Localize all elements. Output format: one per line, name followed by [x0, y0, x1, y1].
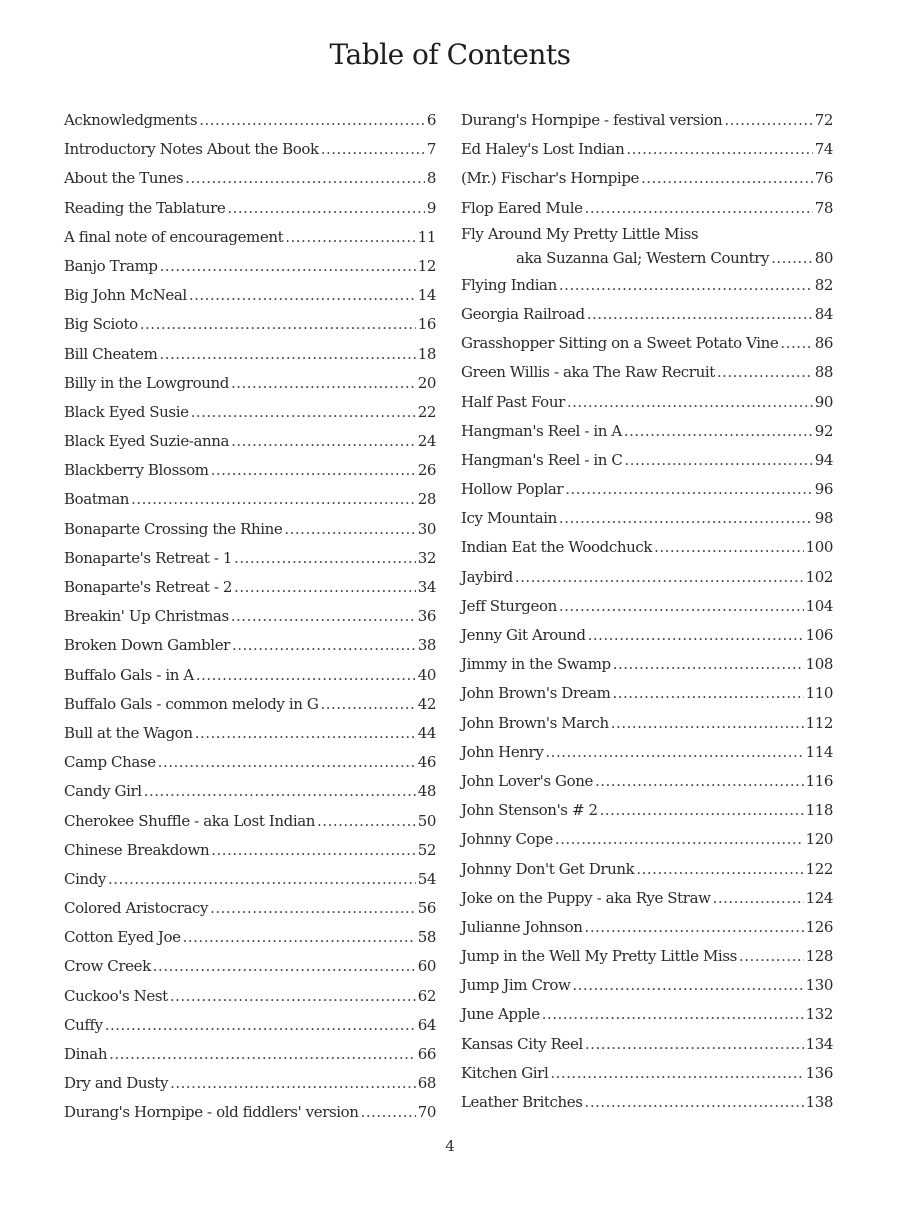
toc-entry-page: 20 — [417, 373, 436, 392]
toc-entry-title: About the Tunes — [64, 169, 184, 188]
toc-entry-title: Candy Girl — [64, 782, 142, 801]
toc-entry[interactable] — [64, 894, 436, 923]
toc-dot-leader — [542, 1000, 804, 1029]
toc-dot-leader — [183, 923, 416, 952]
toc-entry-page: 138 — [805, 1093, 833, 1111]
toc-entry[interactable] — [64, 1040, 436, 1069]
toc-entry[interactable] — [64, 982, 436, 1011]
toc-entry-page: 124 — [805, 888, 833, 907]
toc-entry-page: 54 — [417, 869, 436, 888]
toc-entry-page: 130 — [805, 976, 833, 995]
toc-entry-page: 24 — [417, 432, 436, 451]
toc-dot-leader — [739, 942, 804, 971]
toc-entry[interactable] — [64, 719, 436, 748]
toc-entry[interactable] — [461, 533, 833, 562]
toc-entry-title: Georgia Railroad — [461, 304, 585, 323]
toc-dot-leader — [158, 748, 416, 777]
toc-entry-alias: aka Suzanna Gal; Western Country — [516, 248, 770, 267]
toc-entry[interactable] — [64, 807, 436, 836]
toc-entry-page: 70 — [417, 1103, 436, 1122]
toc-entry-title: Bull at the Wagon — [64, 723, 193, 742]
toc-entry-subtitle-row — [461, 245, 833, 271]
toc-entry[interactable] — [461, 738, 833, 767]
toc-entry-page: 28 — [417, 490, 436, 509]
toc-entry-page: 62 — [417, 986, 436, 1005]
toc-entry-title: Ed Haley's Lost Indian — [461, 140, 625, 159]
toc-dot-leader — [320, 690, 415, 719]
toc-entry-title: Jump in the Well My Pretty Little Miss — [461, 947, 737, 966]
toc-entry-title: Camp Chase — [64, 753, 156, 772]
toc-entry-title: Acknowledgments — [64, 111, 198, 129]
toc-entry[interactable] — [461, 329, 833, 358]
toc-dot-leader — [109, 1040, 416, 1069]
toc-entry-page: 108 — [805, 655, 833, 674]
toc-dot-leader — [211, 456, 416, 485]
toc-dot-leader — [321, 135, 425, 164]
toc-entry-page: 44 — [417, 723, 436, 742]
toc-entry-title: Cherokee Shuffle - aka Lost Indian — [64, 811, 316, 830]
toc-entry[interactable] — [461, 1059, 833, 1088]
toc-entry-page: 82 — [814, 275, 833, 294]
toc-entry-title: Hangman's Reel - in A — [461, 421, 622, 440]
toc-entry-title: Johnny Cope — [461, 830, 553, 849]
toc-entry-title: Leather Britches — [461, 1093, 583, 1111]
toc-entry-title: Buffalo Gals - common melody in G — [64, 694, 319, 713]
toc-entry-page: 80 — [814, 248, 833, 267]
toc-entry[interactable] — [64, 515, 436, 544]
toc-dot-leader — [636, 855, 803, 884]
toc-entry-page: 86 — [814, 334, 833, 353]
toc-entry-page: 126 — [805, 917, 833, 936]
toc-entry-title: Boatman — [64, 490, 130, 509]
toc-dot-leader — [153, 952, 416, 981]
toc-entry[interactable] — [461, 767, 833, 796]
toc-entry-title: Cuffy — [64, 1015, 103, 1034]
toc-entry[interactable] — [461, 504, 833, 533]
toc-entry[interactable] — [64, 369, 436, 398]
toc-entry-page: 14 — [417, 286, 436, 305]
toc-entry-title: Hangman's Reel - in C — [461, 450, 623, 469]
toc-dot-leader — [585, 913, 804, 942]
toc-entry-title: Black Eyed Susie — [64, 402, 189, 421]
toc-entry[interactable] — [461, 592, 833, 621]
toc-entry-title: Half Past Four — [461, 392, 565, 411]
toc-entry-title: Jeff Sturgeon — [461, 596, 557, 615]
page-number: 4 — [445, 1137, 455, 1155]
toc-entry-page: 6 — [426, 111, 436, 129]
toc-entry-title: Flop Eared Mule — [461, 198, 583, 217]
toc-dot-leader — [613, 650, 804, 679]
toc-entry-title: June Apple — [461, 1005, 540, 1024]
toc-entry[interactable] — [461, 475, 833, 504]
toc-entry-title: Colored Aristocracy — [64, 899, 209, 918]
toc-entry[interactable] — [64, 923, 436, 952]
toc-entry-title: Big Scioto — [64, 315, 138, 334]
toc-entry-title: Fly Around My Pretty Little Miss — [461, 224, 699, 243]
toc-entry[interactable] — [64, 573, 436, 602]
toc-entry-page: 96 — [814, 480, 833, 499]
toc-dot-leader — [189, 281, 416, 310]
toc-dot-leader — [140, 310, 416, 339]
toc-entry[interactable] — [461, 884, 833, 913]
toc-entry-page: 64 — [417, 1015, 436, 1034]
toc-dot-leader — [713, 884, 804, 913]
toc-dot-leader — [231, 427, 416, 456]
toc-dot-leader — [555, 825, 804, 854]
toc-entry[interactable] — [64, 690, 436, 719]
toc-dot-leader — [717, 358, 813, 387]
toc-entry[interactable] — [64, 485, 436, 514]
toc-entry-title: Icy Mountain — [461, 509, 557, 528]
toc-entry-title: Cuckoo's Nest — [64, 986, 168, 1005]
toc-dot-leader — [210, 894, 416, 923]
toc-entry-title: Green Willis - aka The Raw Recruit — [461, 363, 715, 382]
toc-entry[interactable] — [461, 1088, 833, 1117]
toc-entry[interactable] — [461, 417, 833, 446]
toc-entry[interactable] — [461, 679, 833, 708]
toc-entry-page: 18 — [417, 344, 436, 363]
toc-dot-leader — [545, 738, 803, 767]
toc-dot-leader — [611, 709, 804, 738]
toc-dot-leader — [515, 563, 804, 592]
toc-entry-title: Kitchen Girl — [461, 1063, 549, 1082]
toc-entry[interactable] — [64, 952, 436, 981]
toc-dot-leader — [211, 836, 415, 865]
toc-dot-leader — [234, 573, 416, 602]
toc-entry-page: 112 — [805, 713, 833, 732]
toc-entry-page: 134 — [805, 1034, 833, 1053]
toc-entry-page: 11 — [417, 227, 436, 246]
toc-entry[interactable] — [461, 650, 833, 679]
toc-entry-page: 128 — [805, 947, 833, 966]
toc-entry-page: 114 — [805, 742, 833, 761]
toc-dot-leader — [600, 796, 804, 825]
toc-entry-page: 30 — [417, 519, 436, 538]
toc-dot-leader — [565, 475, 813, 504]
toc-entry-title: Grasshopper Sitting on a Sweet Potato Vine — [461, 334, 779, 353]
toc-entry-page: 52 — [417, 840, 436, 859]
toc-entry[interactable] — [461, 358, 833, 387]
toc-entry[interactable] — [461, 223, 833, 271]
toc-entry-page: 7 — [426, 140, 436, 159]
toc-entry-title: Hollow Poplar — [461, 480, 564, 499]
toc-dot-leader — [361, 1098, 416, 1127]
toc-dot-leader — [231, 602, 416, 631]
toc-entry-page: 34 — [417, 578, 436, 596]
toc-dot-leader — [196, 661, 416, 690]
toc-dot-leader — [624, 446, 812, 475]
toc-entry[interactable] — [461, 1030, 833, 1059]
toc-entry-page: 116 — [805, 771, 833, 790]
toc-entry[interactable] — [461, 271, 833, 300]
toc-entry-title: Billy in the Lowground — [64, 373, 229, 392]
toc-entry[interactable] — [64, 223, 436, 252]
toc-entry-title: John Brown's March — [461, 713, 609, 732]
toc-entry[interactable] — [461, 913, 833, 942]
toc-entry-title: Flying Indian — [461, 275, 557, 294]
toc-entry-title: Jaybird — [461, 567, 513, 586]
toc-entry-title: Cotton Eyed Joe — [64, 928, 181, 947]
toc-entry-title: John Henry — [461, 742, 544, 761]
toc-dot-leader — [771, 245, 813, 271]
toc-entry[interactable] — [461, 855, 833, 884]
toc-entry-title: Broken Down Gambler — [64, 636, 230, 655]
toc-entry[interactable] — [461, 942, 833, 971]
toc-dot-leader — [654, 533, 804, 562]
toc-entry[interactable] — [64, 106, 436, 135]
toc-entry-page: 92 — [814, 421, 833, 440]
toc-entry-title: Bonaparte's Retreat - 1 — [64, 548, 233, 567]
toc-entry[interactable] — [461, 971, 833, 1000]
toc-dot-leader — [559, 592, 804, 621]
toc-entry-page: 100 — [805, 538, 833, 557]
toc-entry[interactable] — [461, 194, 833, 223]
toc-entry-title: Reading the Tablature — [64, 198, 226, 217]
toc-entry-title: Blackberry Blossom — [64, 461, 209, 480]
toc-dot-leader — [595, 767, 804, 796]
toc-entry-page: 8 — [426, 169, 436, 188]
toc-entry-title: Big John McNeal — [64, 286, 187, 305]
toc-entry-page: 38 — [417, 636, 436, 655]
toc-entry[interactable] — [64, 1069, 436, 1098]
toc-entry-title: John Brown's Dream — [461, 684, 611, 703]
toc-entry[interactable] — [64, 748, 436, 777]
toc-entry-title: (Mr.) Fischar's Hornpipe — [461, 169, 640, 188]
toc-dot-leader — [199, 106, 425, 135]
toc-dot-leader — [626, 135, 812, 164]
toc-dot-leader — [724, 106, 812, 135]
toc-entry-title: John Stenson's # 2 — [461, 801, 598, 820]
toc-entry-page: 136 — [805, 1063, 833, 1082]
toc-entry-page: 122 — [805, 859, 833, 878]
toc-dot-leader — [234, 544, 416, 573]
toc-entry-page: 40 — [417, 665, 436, 684]
toc-entry[interactable] — [64, 777, 436, 806]
toc-entry-title: Dry and Dusty — [64, 1074, 169, 1093]
toc-dot-leader — [195, 719, 416, 748]
toc-entry-page: 98 — [814, 509, 833, 528]
toc-entry[interactable] — [461, 135, 833, 164]
toc-entry[interactable] — [461, 796, 833, 825]
toc-entry-title: Johnny Don't Get Drunk — [461, 859, 635, 878]
toc-entry-page: 104 — [805, 596, 833, 615]
toc-entry-title: John Lover's Gone — [461, 771, 593, 790]
toc-entry-title: Jenny Git Around — [461, 626, 586, 644]
toc-entry-title: Bonaparte's Retreat - 2 — [64, 578, 233, 596]
toc-entry-page: 12 — [417, 256, 436, 275]
toc-dot-leader — [144, 777, 416, 806]
toc-dot-leader — [284, 515, 415, 544]
toc-entry[interactable] — [64, 281, 436, 310]
toc-entry-title: Durang's Hornpipe - festival version — [461, 111, 723, 129]
toc-left-column — [64, 106, 436, 1128]
toc-entry-title: Cindy — [64, 869, 107, 888]
page-title: Table of Contents — [329, 38, 571, 71]
toc-entry[interactable] — [461, 709, 833, 738]
toc-entry-page: 90 — [814, 392, 833, 411]
toc-entry[interactable] — [64, 164, 436, 193]
toc-dot-leader — [185, 164, 425, 193]
toc-entry[interactable] — [461, 388, 833, 417]
toc-entry-page: 84 — [814, 304, 833, 323]
toc-entry[interactable] — [64, 310, 436, 339]
toc-entry-page: 88 — [814, 363, 833, 382]
toc-dot-leader — [232, 631, 416, 660]
toc-entry-page: 132 — [805, 1005, 833, 1024]
toc-dot-leader — [559, 271, 813, 300]
toc-entry-page: 110 — [805, 684, 833, 703]
toc-dot-leader — [585, 1088, 804, 1117]
toc-dot-leader — [641, 164, 813, 193]
toc-dot-leader — [588, 621, 804, 650]
toc-entry-title: Joke on the Puppy - aka Rye Straw — [461, 888, 711, 907]
toc-dot-leader — [780, 329, 812, 358]
toc-dot-leader — [227, 194, 425, 223]
toc-dot-leader — [108, 865, 416, 894]
toc-entry[interactable] — [64, 398, 436, 427]
toc-entry[interactable] — [461, 563, 833, 592]
toc-entry-title: Bonaparte Crossing the Rhine — [64, 519, 283, 538]
toc-entry[interactable] — [64, 1011, 436, 1040]
toc-entry-page: 102 — [805, 567, 833, 586]
toc-dot-leader — [559, 504, 813, 533]
toc-entry-title: Jump Jim Crow — [461, 976, 571, 995]
toc-dot-leader — [231, 369, 416, 398]
toc-entry-title: Banjo Tramp — [64, 256, 158, 275]
toc-entry-page: 94 — [814, 450, 833, 469]
toc-entry-page: 46 — [417, 753, 436, 772]
toc-entry[interactable] — [64, 836, 436, 865]
toc-entry[interactable] — [461, 1000, 833, 1029]
toc-entry-page: 60 — [417, 957, 436, 976]
toc-entry-title: Jimmy in the Swamp — [461, 655, 611, 674]
toc-dot-leader — [105, 1011, 416, 1040]
toc-dot-leader — [159, 340, 415, 369]
toc-entry-page: 42 — [417, 694, 436, 713]
toc-entry[interactable] — [64, 340, 436, 369]
toc-entry-page: 68 — [417, 1074, 436, 1093]
toc-entry-title: Chinese Breakdown — [64, 840, 210, 859]
toc-entry[interactable] — [64, 194, 436, 223]
toc-entry-page: 118 — [805, 801, 833, 820]
toc-entry[interactable] — [461, 825, 833, 854]
toc-entry-page: 76 — [814, 169, 833, 188]
toc-entry-page: 22 — [417, 402, 436, 421]
toc-entry-page: 50 — [417, 811, 436, 830]
toc-entry[interactable] — [461, 300, 833, 329]
toc-entry-page: 106 — [805, 626, 833, 644]
toc-dot-leader — [131, 485, 416, 514]
toc-entry-page: 26 — [417, 461, 436, 480]
toc-entry[interactable] — [64, 1098, 436, 1127]
toc-entry-title: Buffalo Gals - in A — [64, 665, 194, 684]
toc-dot-leader — [170, 1069, 416, 1098]
toc-entry-page: 58 — [417, 928, 436, 947]
toc-entry-page: 66 — [417, 1045, 436, 1063]
toc-entry[interactable] — [461, 106, 833, 135]
toc-entry[interactable] — [461, 446, 833, 475]
toc-dot-leader — [624, 417, 813, 446]
toc-entry[interactable] — [64, 865, 436, 894]
toc-entry-page: 48 — [417, 782, 436, 801]
toc-entry-page: 16 — [417, 315, 436, 334]
toc-entry[interactable] — [461, 621, 833, 650]
toc-entry-page: 120 — [805, 830, 833, 849]
toc-entry-title: Dinah — [64, 1045, 108, 1063]
toc-entry[interactable] — [64, 427, 436, 456]
toc-entry-title: A final note of encouragement — [64, 227, 284, 246]
toc-dot-leader — [585, 1030, 804, 1059]
toc-entry-page: 36 — [417, 607, 436, 626]
toc-entry-page: 78 — [814, 198, 833, 217]
toc-dot-leader — [572, 971, 803, 1000]
toc-entry-title: Introductory Notes About the Book — [64, 140, 319, 159]
toc-dot-leader — [170, 982, 416, 1011]
toc-entry-page: 32 — [417, 548, 436, 567]
toc-entry-title: Black Eyed Suzie-anna — [64, 432, 230, 451]
toc-entry-title: Durang's Hornpipe - old fiddlers' version — [64, 1103, 359, 1122]
toc-entry[interactable] — [64, 135, 436, 164]
toc-entry-page: 9 — [426, 198, 436, 217]
toc-dot-leader — [587, 300, 813, 329]
toc-dot-leader — [160, 252, 416, 281]
toc-dot-leader — [613, 679, 804, 708]
toc-entry-title: Kansas City Reel — [461, 1034, 583, 1053]
toc-entry[interactable] — [64, 602, 436, 631]
toc-dot-leader — [191, 398, 416, 427]
toc-dot-leader — [567, 388, 813, 417]
toc-entry-title: Julianne Johnson — [461, 917, 583, 936]
toc-entry-page: 72 — [814, 111, 833, 129]
toc-entry[interactable] — [461, 164, 833, 193]
toc-entry-title: Crow Creek — [64, 957, 151, 976]
toc-entry-page: 74 — [814, 140, 833, 159]
toc-entry[interactable] — [64, 544, 436, 573]
toc-right-column — [461, 106, 833, 1117]
toc-dot-leader — [285, 223, 415, 252]
toc-dot-leader — [550, 1059, 803, 1088]
toc-entry-title: Indian Eat the Woodchuck — [461, 538, 653, 557]
toc-entry[interactable] — [64, 661, 436, 690]
toc-dot-leader — [585, 194, 813, 223]
toc-entry-page: 56 — [417, 899, 436, 918]
toc-entry[interactable] — [64, 631, 436, 660]
toc-entry-title: Bill Cheatem — [64, 344, 158, 363]
toc-dot-leader — [317, 807, 416, 836]
toc-entry[interactable] — [64, 252, 436, 281]
toc-entry-title: Breakin' Up Christmas — [64, 607, 229, 626]
toc-entry[interactable] — [64, 456, 436, 485]
